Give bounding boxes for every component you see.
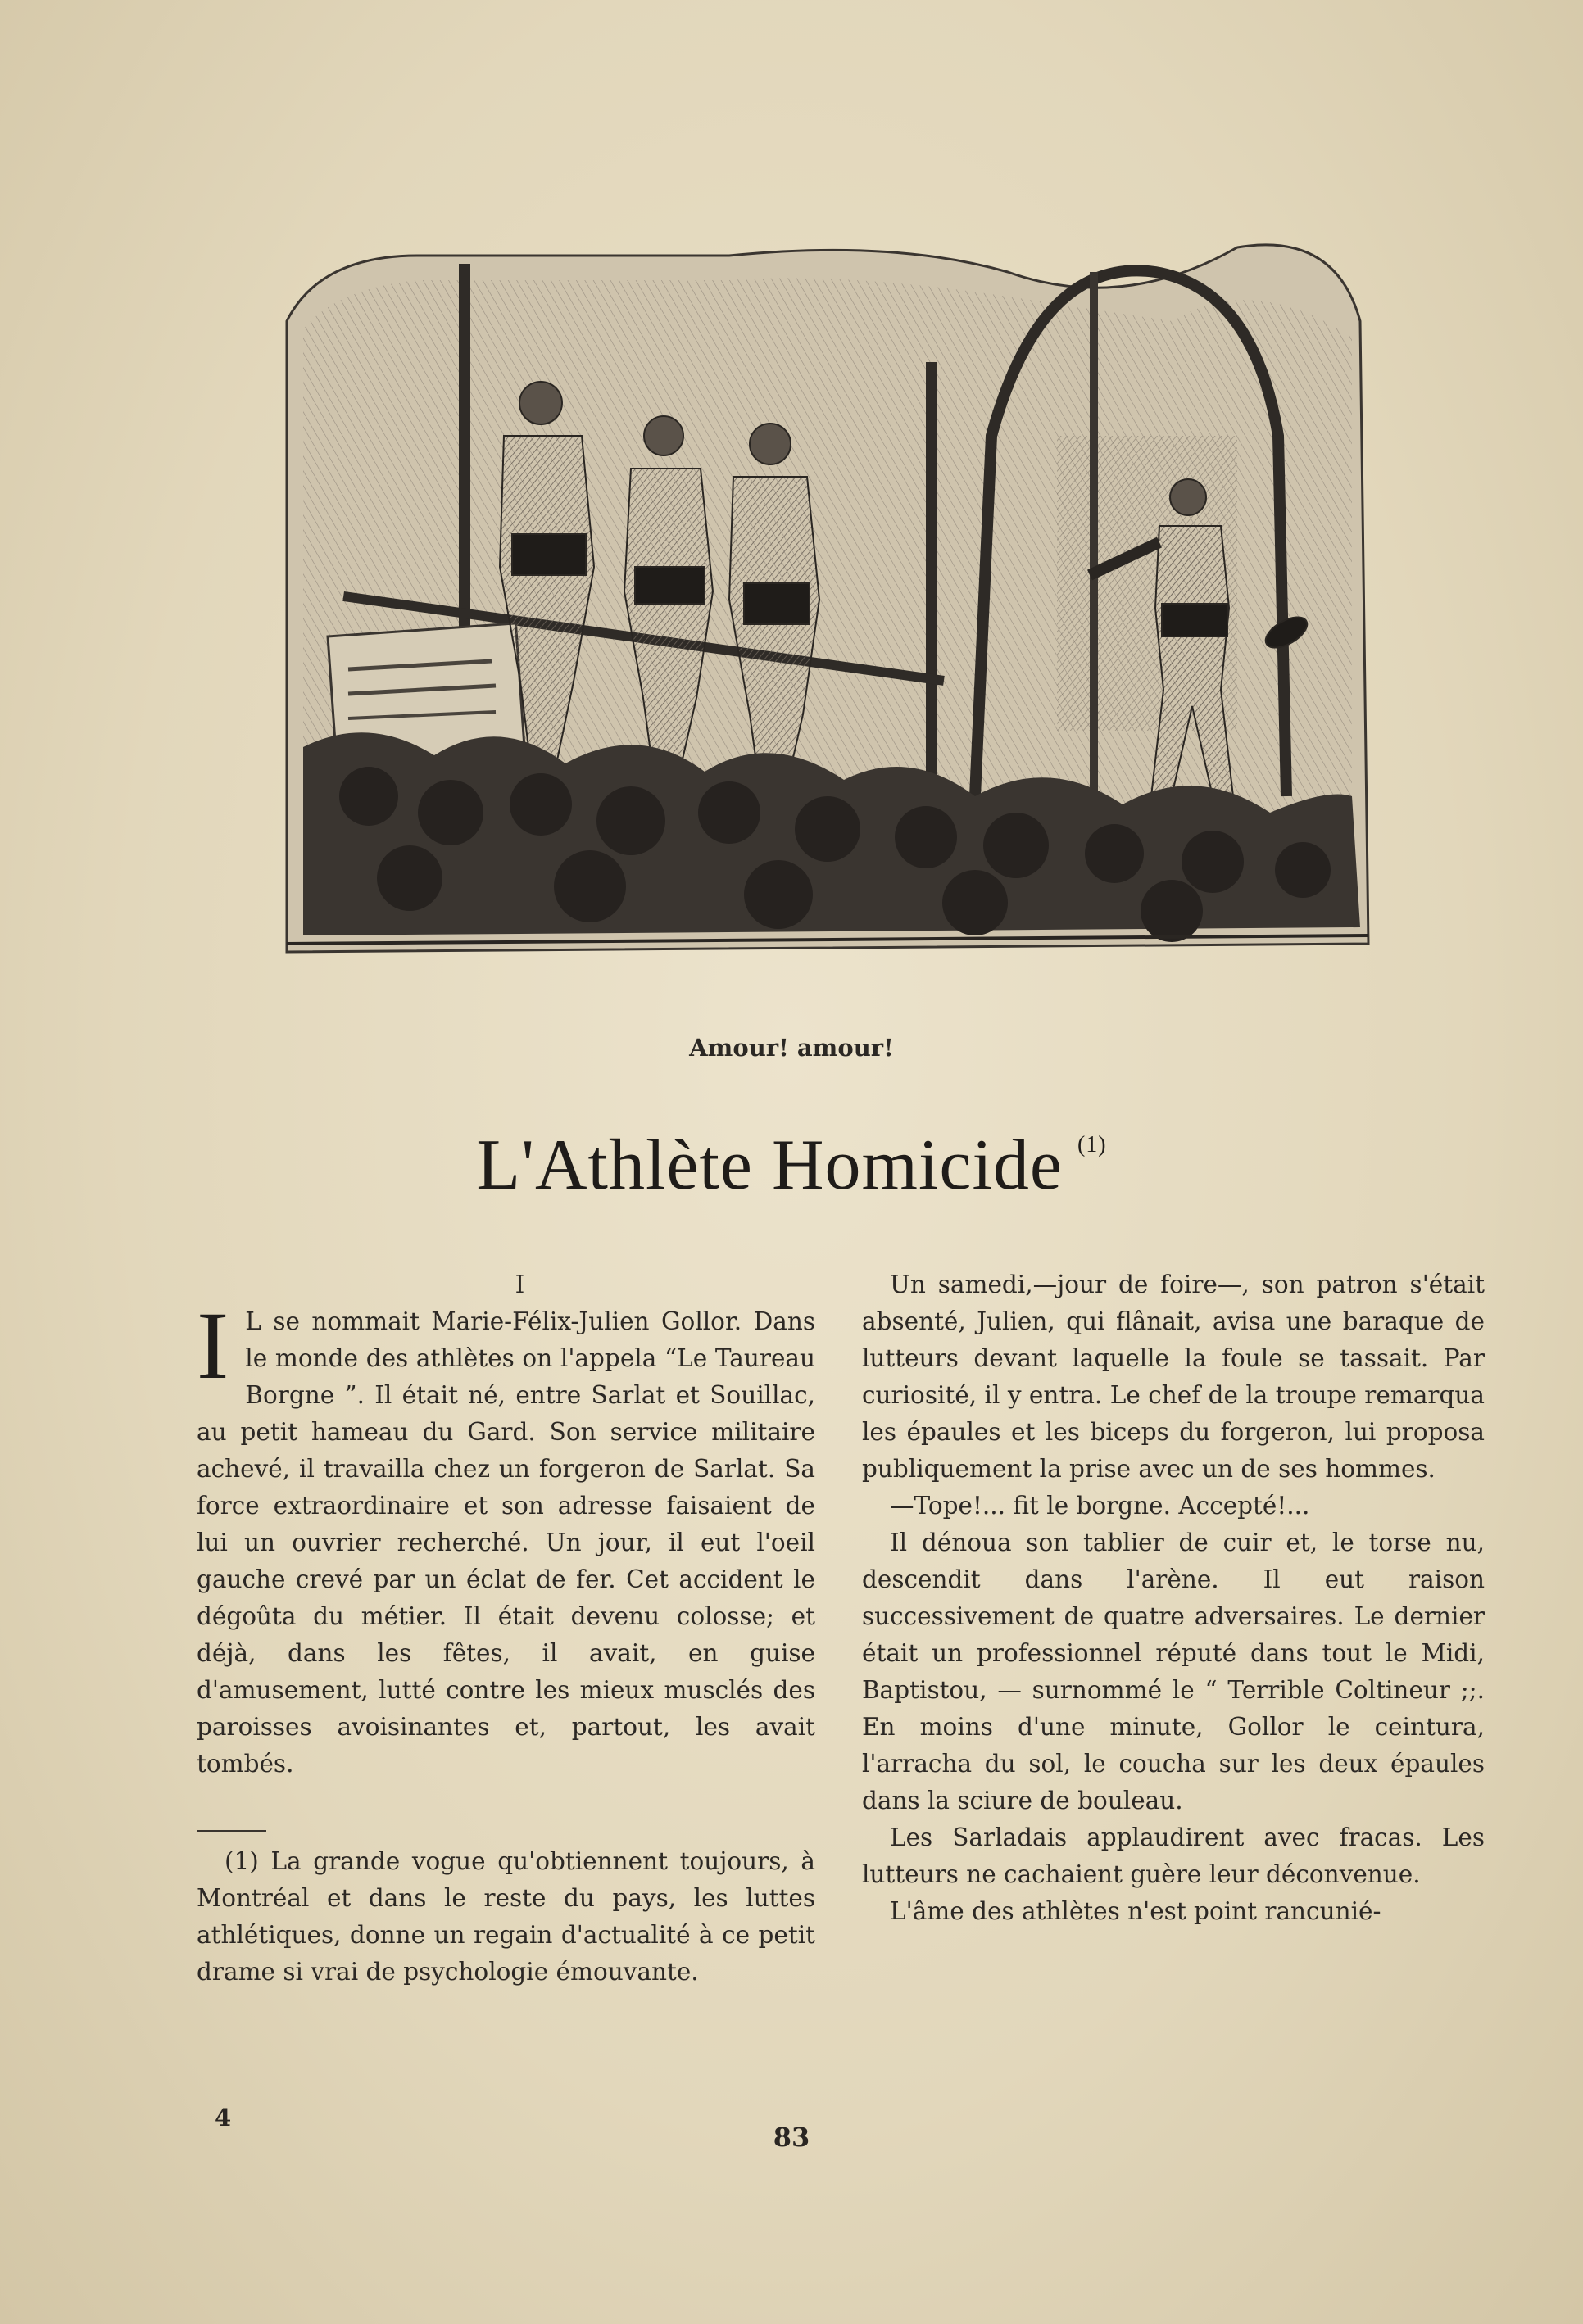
page-number: 83	[773, 2122, 810, 2153]
paragraph: L'âme des athlètes n'est point rancunié-	[890, 1897, 1381, 1925]
paragraph: Les Sarladais applaudirent avec fracas. Les lutteurs ne cachaient guère leur déconvenue.	[862, 1823, 1485, 1888]
opening-paragraph	[197, 1292, 815, 1783]
section-number: I	[515, 1271, 525, 1298]
left-column	[197, 1266, 815, 1991]
paragraph: Un samedi,—jour de foire—, son patron s'était absenté, Julien, qui flânait, avisa une baraque de lutteurs devant laquelle la foule se tassait. Par curiosité, il y entra. Le chef de la troupe remarqua les épaules et les biceps du forgeron, lui proposa publiquement la prise avec un de ses hommes.	[862, 1271, 1485, 1483]
paragraph: —Tope!... fit le borgne. Accepté!...	[890, 1492, 1310, 1520]
engraving-drawing	[270, 223, 1385, 976]
article-title	[0, 1124, 1583, 1207]
title-text: L'Athlète Homicide	[476, 1126, 1063, 1205]
illustration-caption: Amour! amour!	[689, 1034, 894, 1062]
wrestling-illustration	[270, 223, 1385, 976]
footnote-rule	[197, 1830, 266, 1832]
opening-paragraph-text: L se nommait Marie-Félix-Julien Gollor. Dans le monde des athlètes on l'appela “Le Taureau Borgne ”. Il était né, entre Sarlat et Souillac, au petit hameau du Gard. Son service militaire achevé, il travailla chez un forgeron de Sarlat. Sa force extraordinaire et son adresse faisaient de lui un ouvrier recherché. Un jour, il eut l'oeil gauche crevé par un éclat de fer. Cet accident le dégoûta du métier. Il était devenu colosse; et déjà, dans les fêtes, il avait, en guise d'amusement, lutté contre les mieux musclés des paroisses avoisinantes et, partout, les avait tombés.	[197, 1307, 815, 1778]
signature-mark: 4	[215, 2104, 232, 2131]
drop-cap: I	[197, 1292, 229, 1399]
title-footnote-mark: (1)	[1077, 1132, 1107, 1157]
right-column	[862, 1266, 1485, 1930]
footnote: (1) La grande vogue qu'obtiennent toujours, à Montréal et dans le reste du pays, les luttes athlétiques, donne un regain d'actualité à ce petit drame si vrai de psychologie émouvante.	[197, 1847, 815, 1986]
paragraph: Il dénoua son tablier de cuir et, le torse nu, descendit dans l'arène. Il eut raison successivement de quatre adversaires. Le dernier était un professionnel réputé dans tout le Midi, Baptistou, — surnommé le “ Terrible Coltineur ;;. En moins d'une minute, Gollor le ceintura, l'arracha du sol, le coucha sur les deux épaules dans la sciure de bouleau.	[862, 1529, 1485, 1814]
